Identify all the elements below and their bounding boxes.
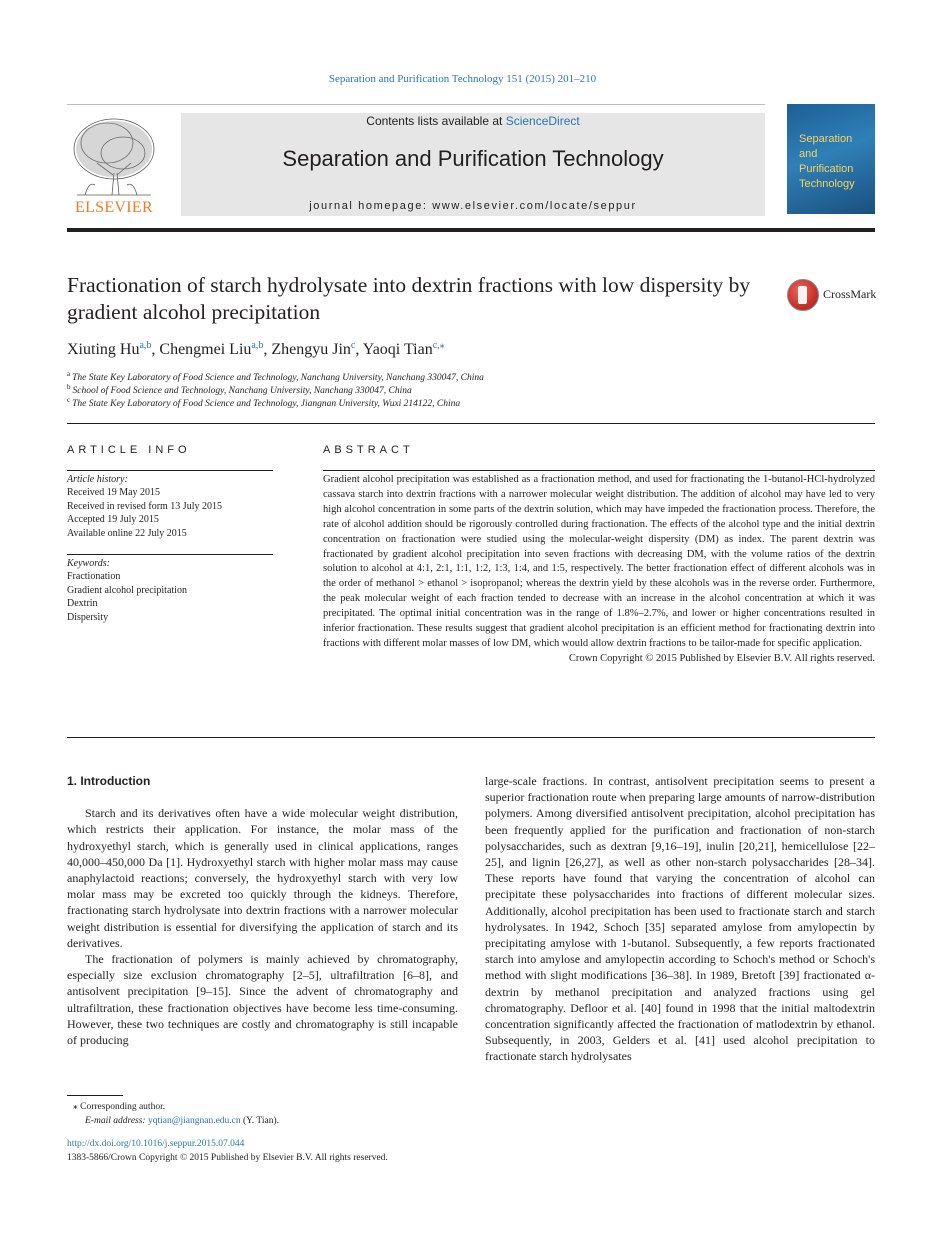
sciencedirect-link[interactable]: ScienceDirect [505,114,580,128]
author-name[interactable]: Xiuting Hu [67,341,140,358]
author-affiliation-mark[interactable]: a,b [139,340,152,351]
article-info-heading: ARTICLE INFO [67,444,191,456]
abstract-heading: ABSTRACT [323,444,414,456]
body-paragraph: large-scale fractions. In contrast, antisolvent precipitation seems to present a superior fractionation route when preparing large amounts of narrow-distribution polymers. Among diversified antisolvent precipitation, alcohol precipitation has been frequently applied for the purification and fractionation of non-starch polysaccharides, such as dextran [9,16–19], inulin [20,21], hemicellulose [22–25], and lignin [26,27], as well as other non-starch polysaccharides [28–34]. These reports have found that varying the concentration of alcohol can precipitate these polysaccharides into fractions of different molecular sizes. Additionally, alcohol precipitation has been used to fractionate starch and starch hydrolysates. In 1942, Schoch [35] separated amylose from amylopectin by precipitating amylose with 1-butanol. Subsequently, a few reports fractionated starch into amylose and amylopectin according to Schoch's method or Schoch's method with slight modifications [36–38]. In 1989, Bretoft [39] fractionated α-dextrin by methanol precipitation and analyzed fractions using gel chromatography. Defloor et al. [40] found in 1998 that the initial maltodextrin concentration significantly affected the fractionation of matlodextrin by ethanol. Subsequently, in 2003, Gelders et al. [41] used alcohol precipitation to fractionate starch hydrolysates [485,774,875,1064]
affiliation: $^b$ School of Food Science and Technology, Nanchang University, Nanchang 330047, China [67,383,412,396]
history-label: Article history: [67,474,128,485]
author-list: Xiuting Hu$^{a,b}$, Chengmei Liu$^{a,b}$, Zhengyu Jin$^c$, Yaoqi Tian$^{c,⁎}$ [67,340,445,358]
cover-title: Separation and Purification Technology [799,133,855,190]
page-footer [67,1137,388,1165]
crossmark-badge[interactable] [787,279,882,311]
crossmark-label: CrossMark [823,287,877,301]
author-name[interactable]: Yaoqi Tian [362,341,433,358]
email-suffix: (Y. Tian). [243,1116,279,1126]
section-heading: 1. Introduction [67,774,151,788]
author-name[interactable]: Chengmei Liu [159,341,252,358]
history-entry: Received in revised form 13 July 2015 [67,500,222,512]
article-info-box [67,470,273,624]
journal-banner [181,113,765,216]
keyword: Gradient alcohol precipitation [67,584,187,596]
keyword: Dextrin [67,598,98,610]
header-thick-rule [67,228,875,232]
keywords-label: Keywords: [67,558,110,570]
journal-cover-image [787,104,875,214]
email-link[interactable]: yqtian@jiangnan.edu.cn [147,1116,241,1126]
issn-copyright: 1383-5866/Crown Copyright © 2015 Published by Elsevier B.V. All rights reserved. [67,1153,388,1163]
author-name[interactable]: Zhengyu Jin [271,341,351,358]
article-title: Fractionation of starch hydrolysate into dextrin fractions with low dispersity by gradient alcohol precipitation [67,273,751,324]
affiliation: $^c$ The State Key Laboratory of Food Science and Technology, Jiangnan University, Wuxi 214122, China [67,396,461,409]
abstract-copyright: Crown Copyright © 2015 Published by Elsevier B.V. All rights reserved. [568,652,875,664]
author-affiliation-mark[interactable]: c,⁎ [432,340,445,351]
elsevier-logo [67,113,161,217]
section-divider [67,737,875,738]
keyword: Fractionation [67,571,121,583]
history-entry: Accepted 19 July 2015 [67,514,159,526]
body-left-column [67,773,458,1048]
journal-citation[interactable]: Separation and Purification Technology 151 (2015) 201–210 [328,73,597,85]
crossmark-icon [787,279,819,311]
email-label: E-mail address: [85,1116,146,1126]
journal-homepage[interactable]: journal homepage: www.elsevier.com/locate/seppur [309,200,637,212]
contents-availability: Contents lists available at ScienceDirect [366,114,580,128]
body-paragraph: Starch and its derivatives often have a wide molecular weight distribution, which restricts their application. For instance, the molar mass of the hydroxyethyl starch, which is generally used in clinical applications, ranges 40,000–450,000 Da [1]. Hydroxyethyl starch with higher molar mass may cause anaphylactoid reactions; conversely, the hydroxyethyl starch with very low molar mass may be excreted too quickly through the kidneys. Therefore, fractionating starch hydrolysate into dextrin fractions with a narrower molecular weight distribution is essential for diversifying the application of starch and its derivatives. [67,806,458,950]
doi-link[interactable]: http://dx.doi.org/10.1016/j.seppur.2015.07.044 [67,1139,245,1149]
header-divider [67,104,765,105]
corresponding-author-note: Corresponding author. [80,1102,166,1112]
publisher-name: ELSEVIER [75,199,153,216]
abstract-text: Gradient alcohol precipitation was established as a fractionation method, and used for fractionating the 1-butanol-HCl-hydrolyzed cassava starch into dextrin fractions with a narrower molecular weight distribution. The addition of alcohol may have led to very high alcohol concentration in some parts of the dextrin solution, which may have impeded the fractionation process. Therefore, the rate of alcohol addition should be rigorously controlled during fractionation. The effects of the alcohol type and the initial dextrin concentration on fractionation were studied using the molecular-weight dispersity (DM) as index. The parent dextrin was fractionated by gradient alcohol precipitation into seven fractions with decreasing DM, with the volume ratios of the dextrin solution to alcohol at 4:1, 2:1, 1:1, 1:2, 1:3, 1:4, and 1:5, respectively. The better fractionation effect of different alcohols was in the order of methanol > ethanol > isopropanol; whereas the dextrin yield by these alcohols was in the reverse order. Furthermore, the peak molecular weight of each fraction tended to decrease with an increase in the alcohol concentration at which it was precipitated. The optimal initial concentration was in the range of 1.8%–2.7%, and lower or higher concentrations resulted in inferior fractionation. These results suggest that gradient alcohol precipitation is an efficient method for fractionating dextrin into fractions with different molar masses of low DM, which would allow dextrin fractions to be tailor-made for specific application. [323,474,875,649]
body-right-column [485,773,875,1065]
author-affiliation-mark[interactable]: c [350,340,356,351]
footnote [67,1095,458,1128]
body-paragraph: The fractionation of polymers is mainly achieved by chromatography, especially size exclusion chromatography [2–5], ultrafiltration [6–8], and antisolvent precipitation [9–15]. Since the advent of chromatography and ultrafiltration, these fractionation objectives have become less time-consuming. However, these two techniques are costly and chromatography is still incapable of producing [67,952,458,1048]
journal-name: Separation and Purification Technology [282,146,664,171]
author-affiliation-mark[interactable]: a,b [251,340,264,351]
footnote-mark: ⁎ [73,1102,78,1112]
abstract-box [323,470,875,667]
keyword: Dispersity [67,611,109,623]
history-entry: Available online 22 July 2015 [67,527,187,539]
affiliation: $^a$ The State Key Laboratory of Food Science and Technology, Nanchang University, Nanchang 330047, China [67,370,484,383]
history-entry: Received 19 May 2015 [67,487,161,499]
section-divider [67,423,875,424]
